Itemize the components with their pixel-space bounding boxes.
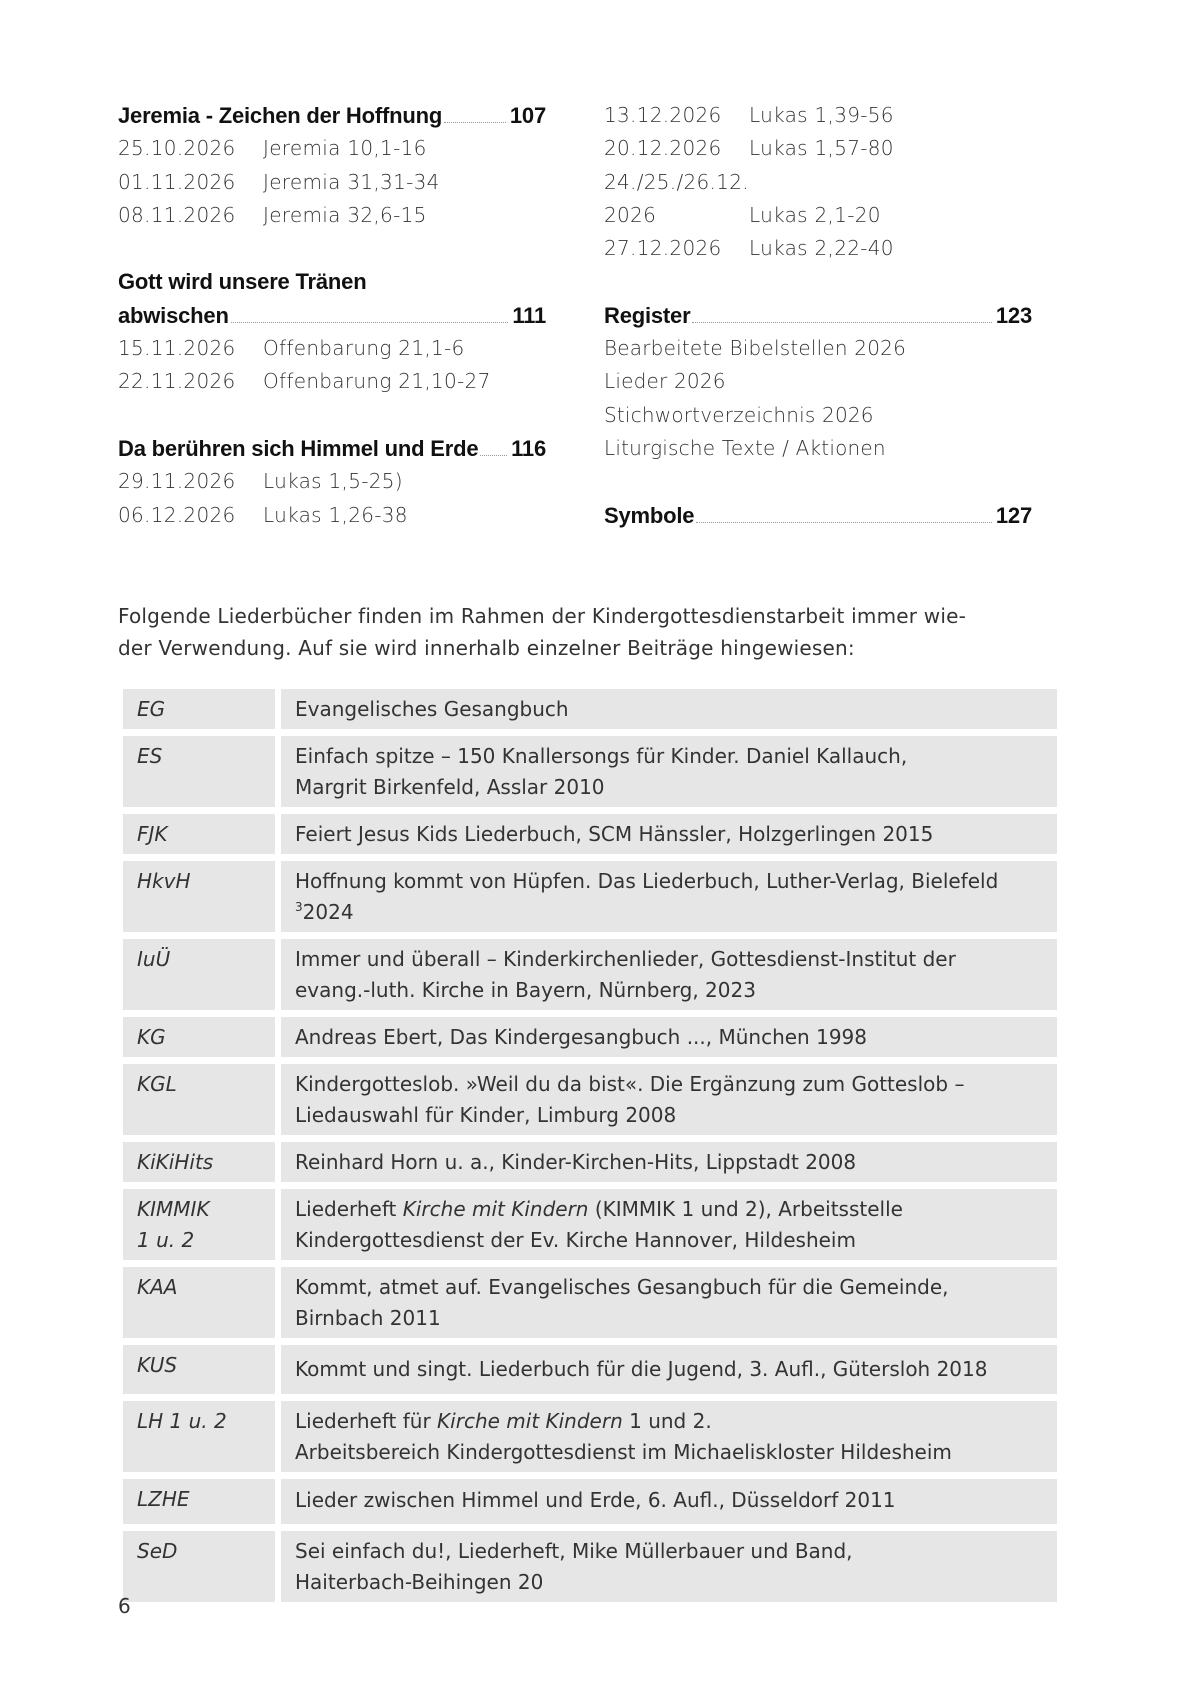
songbook-desc — [281, 1189, 1057, 1260]
intro-line: der Verwendung. Auf sie wird innerhalb einzelner Beiträge hingewiesen: — [118, 636, 855, 660]
songbook-desc — [281, 1479, 1057, 1524]
entry-date: 06.12.2026 — [118, 502, 236, 527]
register-item: Liturgische Texte / Aktionen — [604, 435, 886, 460]
edition-year: 2024 — [302, 900, 354, 924]
toc-heading-title: abwischen — [118, 302, 229, 328]
entry-date: 20.12.2026 — [604, 136, 722, 161]
toc-entry — [604, 132, 1032, 165]
toc-heading-title: Da berühren sich Himmel und Erde — [118, 435, 479, 461]
toc-entry — [604, 199, 1032, 232]
toc-entry — [118, 166, 546, 199]
entry-date: 24./25./26.12. — [604, 169, 749, 194]
desc-line: Kindergotteslob. »Weil du da bist«. Die Ergänzung zum Gotteslob – — [295, 1072, 965, 1096]
edition-superscript: 3 — [295, 900, 303, 914]
table-row — [123, 939, 1057, 1010]
entry-ref: Lukas 1,39-56 — [749, 103, 894, 127]
songbook-desc — [281, 1142, 1057, 1182]
toc-heading-himmel-erde[interactable] — [118, 432, 546, 465]
table-row — [123, 736, 1057, 807]
entry-date: 2026 — [604, 202, 657, 227]
abbr-line: KIMMIK — [137, 1197, 210, 1221]
toc-entry — [118, 199, 546, 232]
entry-date: 25.10.2026 — [118, 136, 236, 161]
songbook-desc — [281, 814, 1057, 854]
desc-line: Arbeitsbereich Kindergottesdienst im Michaeliskloster Hildesheim — [295, 1440, 952, 1464]
register-item: Stichwortverzeichnis 2026 — [604, 402, 874, 427]
desc-text: (KIMMIK 1 und 2), Arbeitsstelle — [588, 1197, 903, 1221]
toc-entry — [118, 499, 546, 532]
table-row — [123, 1017, 1057, 1057]
songbook-abbr: FJK — [123, 814, 275, 854]
entry-ref: Lukas 2,1-20 — [749, 202, 881, 227]
desc-line: Immer und überall – Kinderkirchenlieder, Gottesdienst-Institut der — [295, 947, 956, 971]
toc-heading-traenen[interactable] — [118, 299, 546, 332]
leader-dots — [231, 322, 509, 323]
songbook-abbr: IuÜ — [123, 939, 275, 1010]
page-number: 6 — [118, 1594, 131, 1618]
toc-page-number: 123 — [995, 302, 1032, 328]
toc-entry — [118, 365, 546, 398]
table-row — [123, 814, 1057, 854]
songbook-abbr: KiKiHits — [123, 1142, 275, 1182]
toc-page-number: 111 — [512, 302, 546, 328]
desc-line: Feiert Jesus Kids Liederbuch, SCM Hänssler, Holzgerlingen 2015 — [295, 822, 934, 846]
songbook-table — [123, 689, 1057, 1609]
toc-entry — [604, 232, 1032, 265]
songbook-desc — [281, 939, 1057, 1010]
entry-ref: Jeremia 10,1-16 — [263, 136, 427, 161]
songbook-desc — [281, 1017, 1057, 1057]
toc-left-column — [118, 99, 546, 532]
songbook-abbr: KUS — [123, 1345, 275, 1394]
toc-heading-symbole[interactable] — [604, 499, 1032, 532]
toc-entry — [118, 132, 546, 165]
table-row — [123, 861, 1057, 932]
desc-line: Liedauswahl für Kinder, Limburg 2008 — [295, 1103, 677, 1127]
entry-date: 27.12.2026 — [604, 236, 722, 261]
toc-page-number: 127 — [995, 502, 1032, 528]
songbook-desc — [281, 1401, 1057, 1472]
leader-dots — [692, 322, 991, 323]
desc-line: Lieder zwischen Himmel und Erde, 6. Aufl., Düsseldorf 2011 — [295, 1488, 896, 1512]
leader-dots — [444, 122, 506, 123]
entry-date: 01.11.2026 — [118, 169, 236, 194]
toc-entry — [604, 99, 1032, 132]
entry-ref: Lukas 2,22-40 — [749, 236, 894, 261]
abbr-line: 1 u. 2 — [137, 1228, 195, 1252]
intro-line: Folgende Liederbücher finden im Rahmen der Kindergottesdienstarbeit immer wie- — [118, 604, 966, 628]
entry-ref: Offenbarung 21,10-27 — [263, 369, 491, 394]
desc-text: Liederheft — [295, 1197, 403, 1221]
songbook-desc — [281, 1267, 1057, 1338]
desc-line: Evangelisches Gesangbuch — [295, 697, 569, 721]
desc-line: Reinhard Horn u. a., Kinder-Kirchen-Hits, Lippstadt 2008 — [295, 1150, 857, 1174]
toc-entry — [118, 465, 546, 498]
table-row — [123, 1142, 1057, 1182]
entry-ref: Lukas 1,57-80 — [749, 136, 894, 161]
desc-line: Sei einfach du!, Liederheft, Mike Müllerbauer und Band, — [295, 1539, 853, 1563]
songbook-desc — [281, 1345, 1057, 1394]
songbook-desc — [281, 736, 1057, 807]
desc-line: Kommt, atmet auf. Evangelisches Gesangbuch für die Gemeinde, — [295, 1275, 949, 1299]
songbook-abbr: LZHE — [123, 1479, 275, 1524]
toc-heading-title: Register — [604, 302, 691, 328]
toc-heading-line1[interactable]: Gott wird unsere Tränen — [118, 269, 367, 295]
table-row — [123, 1189, 1057, 1260]
songbook-abbr: KGL — [123, 1064, 275, 1135]
desc-line: Andreas Ebert, Das Kindergesangbuch ..., München 1998 — [295, 1025, 867, 1049]
entry-date: 08.11.2026 — [118, 202, 236, 227]
toc-page-number: 107 — [509, 103, 546, 128]
songbook-abbr: SeD — [123, 1531, 275, 1602]
register-item: Lieder 2026 — [604, 369, 726, 394]
leader-dots — [696, 522, 992, 523]
toc-heading-register[interactable] — [604, 299, 1032, 332]
desc-line: Hoffnung kommt von Hüpfen. Das Liederbuch, Luther-Verlag, Bielefeld — [295, 869, 999, 893]
entry-date: 29.11.2026 — [118, 469, 236, 494]
intro-paragraph — [118, 600, 1058, 664]
entry-date: 22.11.2026 — [118, 369, 236, 394]
toc-heading-jeremia[interactable] — [118, 99, 546, 132]
desc-line: Birnbach 2011 — [295, 1306, 441, 1330]
register-item: Bearbeitete Bibelstellen 2026 — [604, 336, 907, 361]
desc-text: Liederheft für — [295, 1409, 438, 1433]
table-row — [123, 1401, 1057, 1472]
desc-line — [295, 1194, 1044, 1225]
desc-line — [295, 897, 1044, 928]
desc-text: 1 und 2. — [622, 1409, 712, 1433]
entry-ref: Offenbarung 21,1-6 — [263, 336, 465, 361]
table-row — [123, 1531, 1057, 1602]
table-row — [123, 689, 1057, 729]
desc-line: Margrit Birkenfeld, Asslar 2010 — [295, 775, 605, 799]
songbook-abbr: EG — [123, 689, 275, 729]
toc-heading-title: Jeremia - Zeichen der Hoffnung — [118, 103, 443, 128]
desc-line: Haiterbach-Beihingen 20 — [295, 1570, 544, 1594]
songbook-abbr: ES — [123, 736, 275, 807]
toc-entry — [118, 332, 546, 365]
entry-ref: Jeremia 32,6-15 — [263, 202, 427, 227]
entry-ref: Lukas 1,5-25) — [263, 469, 403, 494]
desc-line: Kommt und singt. Liederbuch für die Jugend, 3. Aufl., Gütersloh 2018 — [295, 1357, 988, 1381]
songbook-abbr: KG — [123, 1017, 275, 1057]
toc-heading-title: Symbole — [604, 502, 695, 528]
songbook-desc — [281, 1531, 1057, 1602]
table-row — [123, 1267, 1057, 1338]
songbook-desc — [281, 861, 1057, 932]
songbook-desc — [281, 689, 1057, 729]
toc-right-column — [604, 99, 1032, 532]
desc-italic-title: Kirche mit Kindern — [402, 1197, 589, 1221]
entry-date: 13.12.2026 — [604, 103, 722, 127]
songbook-abbr: LH 1 u. 2 — [123, 1401, 275, 1472]
toc-entry — [604, 166, 1032, 199]
desc-line: Einfach spitze – 150 Knallersongs für Kinder. Daniel Kallauch, — [295, 744, 908, 768]
songbook-abbr: HkvH — [123, 861, 275, 932]
songbook-abbr: KAA — [123, 1267, 275, 1338]
table-row — [123, 1064, 1057, 1135]
entry-date: 15.11.2026 — [118, 336, 236, 361]
leader-dots — [480, 455, 507, 456]
desc-italic-title: Kirche mit Kindern — [437, 1409, 623, 1433]
songbook-abbr — [123, 1189, 275, 1260]
entry-ref: Jeremia 31,31-34 — [263, 169, 440, 194]
toc-page-number: 116 — [511, 435, 546, 461]
table-row — [123, 1345, 1057, 1394]
table-row — [123, 1479, 1057, 1524]
desc-line: Kindergottesdienst der Ev. Kirche Hannover, Hildesheim — [295, 1228, 856, 1252]
entry-ref: Lukas 1,26-38 — [263, 502, 408, 527]
songbook-desc — [281, 1064, 1057, 1135]
desc-line: evang.-luth. Kirche in Bayern, Nürnberg, 2023 — [295, 978, 756, 1002]
desc-line — [295, 1406, 1044, 1437]
